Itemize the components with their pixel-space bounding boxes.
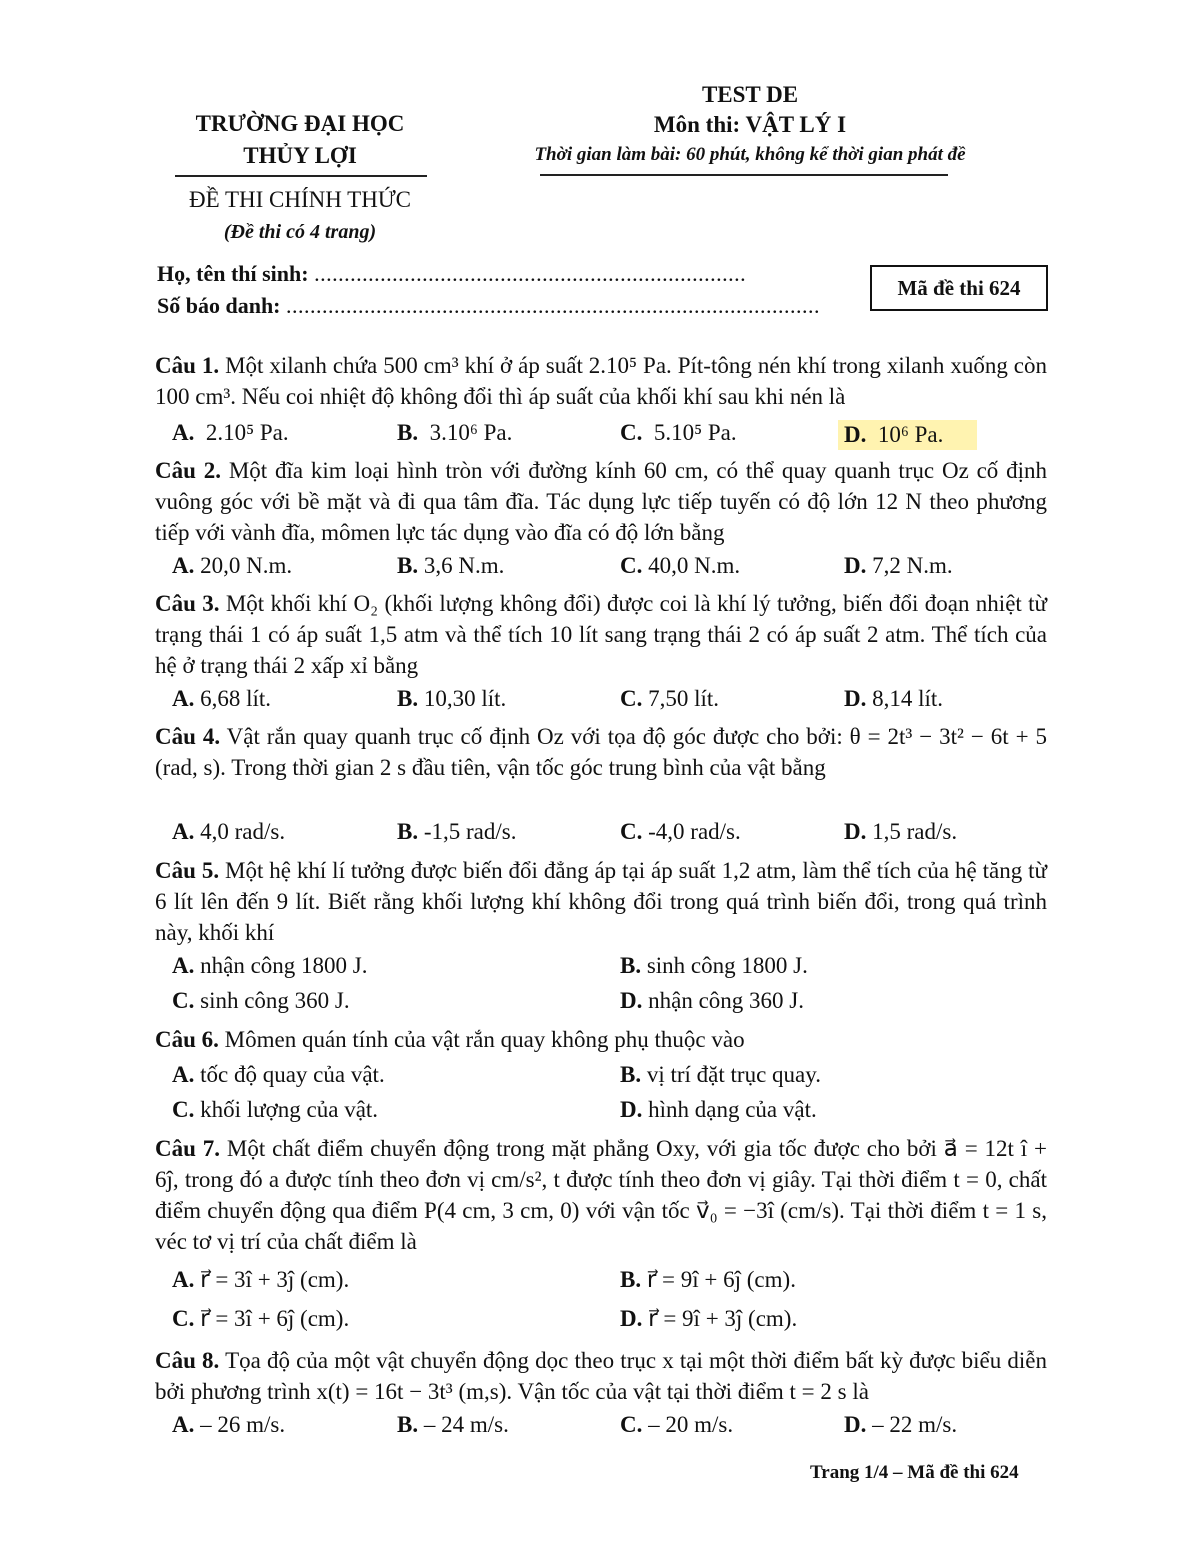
option-a[interactable]: A. r⃗ = 3î + 3ĵ (cm). (172, 1267, 350, 1292)
test-label: TEST DE (701, 82, 799, 107)
option-b[interactable]: B. 3.10⁶ Pa. (397, 420, 513, 445)
candidate-name-label: Họ, tên thí sinh: (157, 261, 309, 286)
question-text: Tọa độ của một vật chuyển động dọc theo trục x tại một thời điểm bất kỳ được biểu diễn bởi phương trình x(t) = 16t − 3t³ (m,s). Vận tốc của vật tại thời điểm t = 2 s là (155, 1348, 1047, 1404)
question-label: Câu 6. (155, 1027, 219, 1052)
question-label: Câu 7. (155, 1136, 221, 1161)
question-label: Câu 2. (155, 458, 221, 483)
option-c[interactable]: C. r⃗ = 3î + 6ĵ (cm). (172, 1306, 350, 1331)
school-underline (175, 175, 427, 177)
option-c[interactable]: C. – 20 m/s. (620, 1412, 734, 1437)
option-d[interactable]: D. 1,5 rad/s. (844, 819, 958, 844)
option-b[interactable]: B. sinh công 1800 J. (620, 953, 808, 978)
question-text: Một xilanh chứa 500 cm³ khí ở áp suất 2.10⁵ Pa. Pít-tông nén khí trong xilanh xuống còn 100 cm³. Nếu coi nhiệt độ không đổi thì áp suất của khối khí sau khi nén là (155, 353, 1047, 409)
question-3 (155, 588, 1047, 681)
page-count-note: (Đề thi có 4 trang) (223, 221, 377, 243)
official-label (170, 184, 430, 248)
option-a[interactable]: A. – 26 m/s. (172, 1412, 286, 1437)
option-d[interactable]: D. 8,14 lít. (844, 686, 944, 711)
exam-code-box: Mã đề thi 624 (870, 265, 1048, 311)
option-c[interactable]: C. khối lượng của vật. (172, 1097, 379, 1122)
question-text: Vật rắn quay quanh trục cố định Oz với tọa độ góc được cho bởi: θ = 2t³ − 3t² − 6t + 5 (rad, s). Trong thời gian 2 s đầu tiên, vận tốc góc trung bình của vật bằng (155, 724, 1047, 780)
question-4 (155, 721, 1047, 783)
option-d[interactable]: D. r⃗ = 9î + 3ĵ (cm). (620, 1306, 798, 1331)
school-name-line1: TRƯỜNG ĐẠI HỌC (195, 111, 405, 136)
option-c[interactable]: C. 5.10⁵ Pa. (620, 420, 737, 445)
options-q5-row1 (172, 953, 1052, 987)
options-q4 (172, 819, 1052, 853)
question-1 (155, 350, 1047, 412)
options-q6-row1 (172, 1062, 1052, 1096)
options-q6-row2 (172, 1097, 1052, 1131)
question-label: Câu 5. (155, 858, 220, 883)
option-a[interactable]: A. 2.10⁵ Pa. (172, 420, 289, 445)
option-d-highlighted[interactable]: D. 10⁶ Pa. (838, 420, 977, 450)
question-text: Một chất điểm chuyển động trong mặt phẳng Oxy, với gia tốc được cho bởi a⃗ = 12t î + 6ĵ, trong đó a được tính theo đơn vị cm/s², t được tính theo đơn vị giây. Tại thời điểm t = 0, chất điểm chuyển động qua điểm P(4 cm, 3 cm, 0) với vận tốc v⃗₀ = −3î (cm/s). Tại thời điểm t = 1 s, véc tơ vị trí của chất điểm là (155, 1136, 1047, 1254)
question-label: Câu 1. (155, 353, 220, 378)
school-name (170, 108, 430, 172)
option-c[interactable]: C. 7,50 lít. (620, 686, 720, 711)
question-5 (155, 855, 1047, 948)
question-7 (155, 1133, 1047, 1257)
question-2 (155, 455, 1047, 548)
option-d[interactable]: D. hình dạng của vật. (620, 1097, 817, 1122)
question-text: Một đĩa kim loại hình tròn với đường kính 60 cm, có thể quay quanh trục Oz cố định vuông góc với bề mặt và đi qua tâm đĩa. Tác dụng lực tiếp tuyến có độ lớn 12 N theo phương tiếp với vành đĩa, mômen lực tác dụng vào đĩa có độ lớn bằng (155, 458, 1048, 545)
options-q2 (172, 553, 1052, 587)
option-d[interactable]: D. 7,2 N.m. (844, 553, 953, 578)
option-a[interactable]: A. 6,68 lít. (172, 686, 272, 711)
header-underline (540, 174, 948, 176)
option-c[interactable]: C. 40,0 N.m. (620, 553, 741, 578)
option-b[interactable]: B. – 24 m/s. (397, 1412, 509, 1437)
options-q1 (172, 420, 1052, 454)
option-a[interactable]: A. 20,0 N.m. (172, 553, 293, 578)
question-label: Câu 3. (155, 591, 220, 616)
options-q5-row2 (172, 988, 1052, 1022)
options-q7-row2 (172, 1306, 1052, 1340)
candidate-info (157, 258, 820, 322)
question-text: Một khối khí O₂ (khối lượng không đổi) được coi là khí lý tưởng, biến đổi đoạn nhiệt từ trạng thái 1 có áp suất 1,5 atm và thể tích 10 lít sang trạng thái 2 có áp suất 2 atm. Thể tích của hệ ở trạng thái 2 xấp xỉ bằng (155, 591, 1047, 678)
candidate-id-field[interactable]: ......................................................................................... (286, 293, 821, 318)
option-a[interactable]: A. nhận công 1800 J. (172, 953, 368, 978)
option-a[interactable]: A. tốc độ quay của vật. (172, 1062, 385, 1087)
question-8 (155, 1345, 1047, 1407)
options-q8 (172, 1412, 1052, 1446)
options-q3 (172, 686, 1052, 720)
option-b[interactable]: B. r⃗ = 9î + 6ĵ (cm). (620, 1267, 796, 1292)
option-b[interactable]: B. vị trí đặt trục quay. (620, 1062, 821, 1087)
option-b[interactable]: B. 3,6 N.m. (397, 553, 505, 578)
question-label: Câu 4. (155, 724, 221, 749)
official-title: ĐỀ THI CHÍNH THỨC (188, 187, 412, 212)
page-footer: Trang 1/4 – Mã đề thi 624 (810, 1462, 1019, 1483)
question-text: Một hệ khí lí tưởng được biến đổi đẳng áp tại áp suất 1,2 atm, làm thể tích của hệ tăng từ 6 lít lên đến 9 lít. Biết rằng khối lượng khí không đổi trong quá trình biến đổi, trong quá trình này, khối khí (155, 858, 1048, 945)
option-c[interactable]: C. -4,0 rad/s. (620, 819, 741, 844)
option-a[interactable]: A. 4,0 rad/s. (172, 819, 286, 844)
question-6 (155, 1024, 1047, 1055)
subject-title: Môn thi: VẬT LÝ I (653, 112, 847, 137)
option-b[interactable]: B. -1,5 rad/s. (397, 819, 517, 844)
option-b[interactable]: B. 10,30 lít. (397, 686, 507, 711)
option-d[interactable]: D. – 22 m/s. (844, 1412, 958, 1437)
candidate-id-label: Số báo danh: (157, 293, 281, 318)
school-name-line2: THỦY LỢI (243, 143, 357, 168)
options-q7-row1 (172, 1267, 1052, 1301)
exam-header (490, 80, 1010, 170)
candidate-name-field[interactable]: ........................................................................ (314, 261, 747, 286)
option-d[interactable]: D. nhận công 360 J. (620, 988, 804, 1013)
duration-note: Thời gian làm bài: 60 phút, không kể thời gian phát đề (534, 144, 966, 165)
question-label: Câu 8. (155, 1348, 220, 1373)
option-c[interactable]: C. sinh công 360 J. (172, 988, 350, 1013)
question-text: Mômen quán tính của vật rắn quay không phụ thuộc vào (224, 1027, 745, 1052)
